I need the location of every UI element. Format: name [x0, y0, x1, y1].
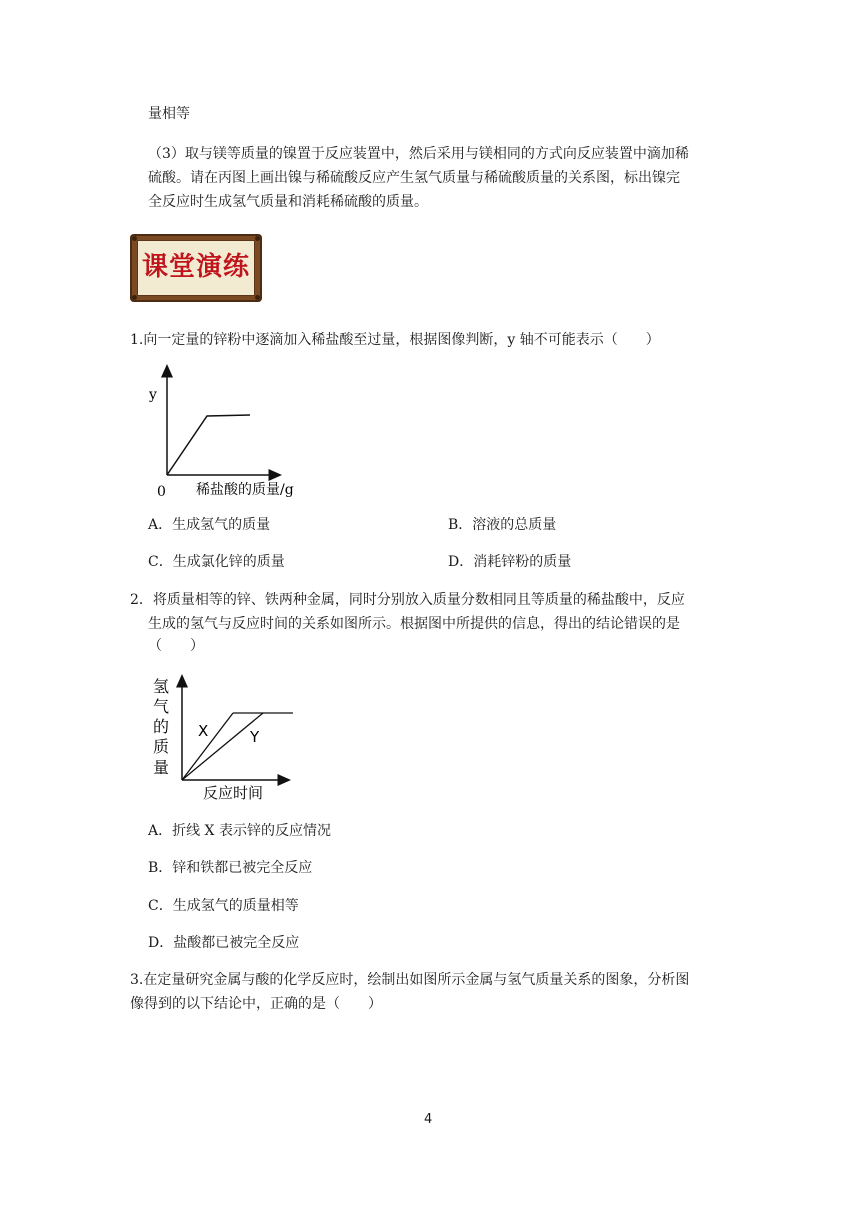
intro-line-4: 全反应时生成氢气质量和消耗稀硫酸的质量。 — [148, 194, 428, 210]
q1-stem: 1.向一定量的锌粉中逐滴加入稀盐酸至过量，根据图像判断，y 轴不可能表示（ ） — [130, 332, 660, 348]
q2-y-label-char-4: 质 — [153, 737, 170, 756]
q2-y-label-char-1: 氢 — [153, 677, 170, 696]
page-number: 4 — [424, 1112, 433, 1127]
q2-option-d: D．盐酸都已被完全反应 — [148, 935, 300, 951]
q3-stem-line-2: 像得到的以下结论中，正确的是（ ） — [130, 996, 382, 1012]
q1-curve — [167, 415, 250, 475]
q3-stem-line-1: 3.在定量研究金属与酸的化学反应时，绘制出如图所示金属与氢气质量关系的图象，分析图 — [130, 972, 690, 988]
section-banner — [130, 234, 262, 302]
q2-option-c: C．生成氢气的质量相等 — [148, 898, 299, 914]
q1-option-d: D．消耗锌粉的质量 — [448, 554, 572, 570]
q2-y-label-char-2: 气 — [153, 697, 170, 716]
q1-origin-label: 0 — [157, 484, 166, 500]
q2-stem-line-1: 2．将质量相等的锌、铁两种金属，同时分别放入质量分数相同且等质量的稀盐酸中，反应 — [130, 592, 685, 608]
q2-y-label-char-3: 的 — [153, 717, 170, 736]
q1-x-label: 稀盐酸的质量/g — [196, 482, 294, 498]
q1-option-a: A．生成氢气的质量 — [148, 517, 271, 533]
q1-option-c: C．生成氯化锌的质量 — [148, 554, 285, 570]
q2-series-y-label: Y — [250, 728, 260, 746]
q1-option-b: B．溶液的总质量 — [448, 517, 557, 533]
intro-line-2: （3）取与镁等质量的镍置于反应装置中，然后采用与镁相同的方式向反应装置中滴加稀 — [148, 146, 689, 162]
q2-x-label: 反应时间 — [203, 784, 264, 802]
intro-line-1: 量相等 — [148, 106, 190, 122]
q2-option-b: B．锌和铁都已被完全反应 — [148, 860, 313, 876]
q1-y-label: y — [149, 387, 157, 403]
q1-graph — [140, 362, 340, 502]
q2-stem-line-2: 生成的氢气与反应时间的关系如图所示。根据图中所提供的信息，得出的结论错误的是 — [148, 616, 680, 632]
section-banner-text: 课堂演练 — [141, 252, 250, 282]
q2-line-y — [182, 713, 263, 780]
q2-stem-line-3: （ ） — [148, 638, 204, 654]
q2-y-label-char-5: 量 — [153, 758, 170, 777]
q2-graph — [145, 670, 305, 805]
q2-option-a: A．折线 X 表示锌的反应情况 — [148, 823, 331, 839]
q2-series-x-label: X — [198, 722, 209, 740]
intro-line-3: 硫酸。请在丙图上画出镍与稀硫酸反应产生氢气质量与稀硫酸质量的关系图，标出镍完 — [148, 170, 680, 186]
